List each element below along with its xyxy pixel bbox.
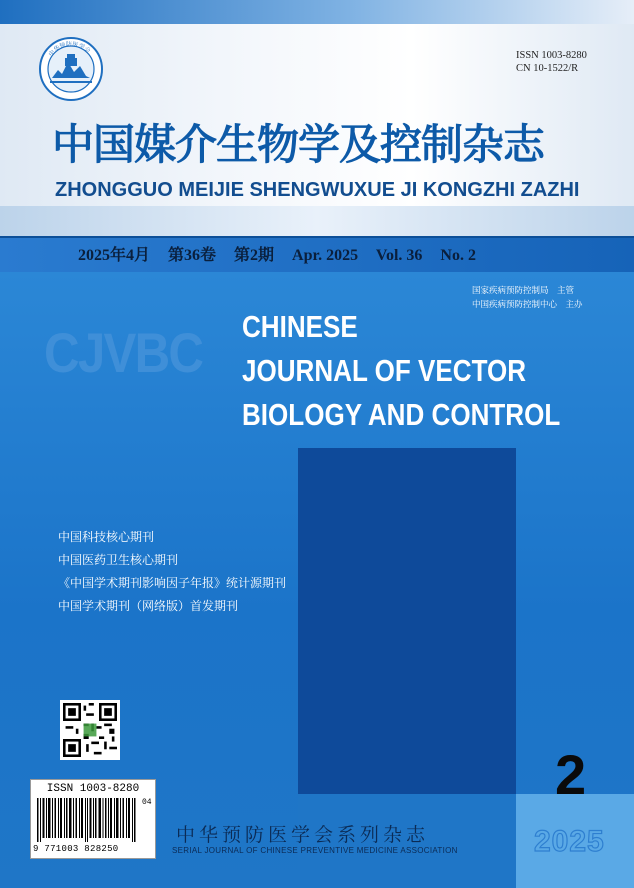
barcode-number: 9 771003 828250 — [33, 844, 119, 854]
title-english — [242, 305, 560, 437]
issue-number: 2 — [555, 743, 587, 806]
barcode-issn: ISSN 1003-8280 — [46, 783, 140, 795]
barcode — [30, 779, 156, 859]
year-month-cn: 2025年4月 — [78, 247, 151, 264]
issn-number: ISSN 1003-8280 — [516, 50, 587, 61]
header-bottom-strip — [0, 206, 634, 236]
title-chinese: 中国媒介生物学及控制杂志 — [52, 120, 545, 169]
header-top-strip — [0, 0, 634, 24]
title-english-line-1: CHINESE — [242, 309, 358, 344]
volume-en: Vol. 36 — [375, 247, 423, 264]
qr-code-icon — [60, 700, 120, 760]
publisher-chinese: 中华预防医学会系列杂志 — [176, 825, 430, 846]
index-item: 中国科技核心期刊 — [58, 530, 155, 544]
emblem-ring-text: 中华预防医学会 — [48, 41, 91, 58]
barcode-addon: 04 — [142, 798, 152, 807]
issn-info — [516, 49, 587, 75]
barcode-bars-icon — [37, 798, 141, 842]
journal-abbreviation: CJVBC — [44, 321, 203, 384]
issue-cn: 第2期 — [234, 247, 275, 264]
cn-number: CN 10-1522/R — [516, 63, 579, 74]
sponsor-line-2: 中国疾病预防控制中心 主办 — [472, 299, 583, 309]
index-item: 中国医药卫生核心期刊 — [58, 553, 179, 567]
dark-blue-block — [298, 448, 516, 794]
title-english-line-3: BIOLOGY AND CONTROL — [242, 397, 561, 432]
publisher-english: SERIAL JOURNAL OF CHINESE PREVENTIVE MEDICINE ASSOCIATION — [172, 846, 458, 855]
title-english-line-2: JOURNAL OF VECTOR — [242, 353, 527, 388]
index-item: 中国学术期刊（网络版）首发期刊 — [58, 599, 239, 613]
society-emblem-icon — [38, 36, 104, 102]
index-item: 《中国学术期刊影响因子年报》统计源期刊 — [58, 576, 287, 590]
title-pinyin: ZHONGGUO MEIJIE SHENGWUXUE JI KONGZHI ZAZHI — [55, 179, 580, 201]
month-en: Apr. 2025 — [292, 247, 359, 264]
volume-cn: 第36卷 — [168, 247, 217, 264]
issue-year: 2025 — [534, 825, 605, 858]
issue-date-line — [78, 242, 490, 265]
index-list — [58, 526, 286, 618]
issue-en: No. 2 — [440, 247, 476, 264]
sponsor-line-1: 国家疾病预防控制局 主管 — [472, 285, 575, 295]
